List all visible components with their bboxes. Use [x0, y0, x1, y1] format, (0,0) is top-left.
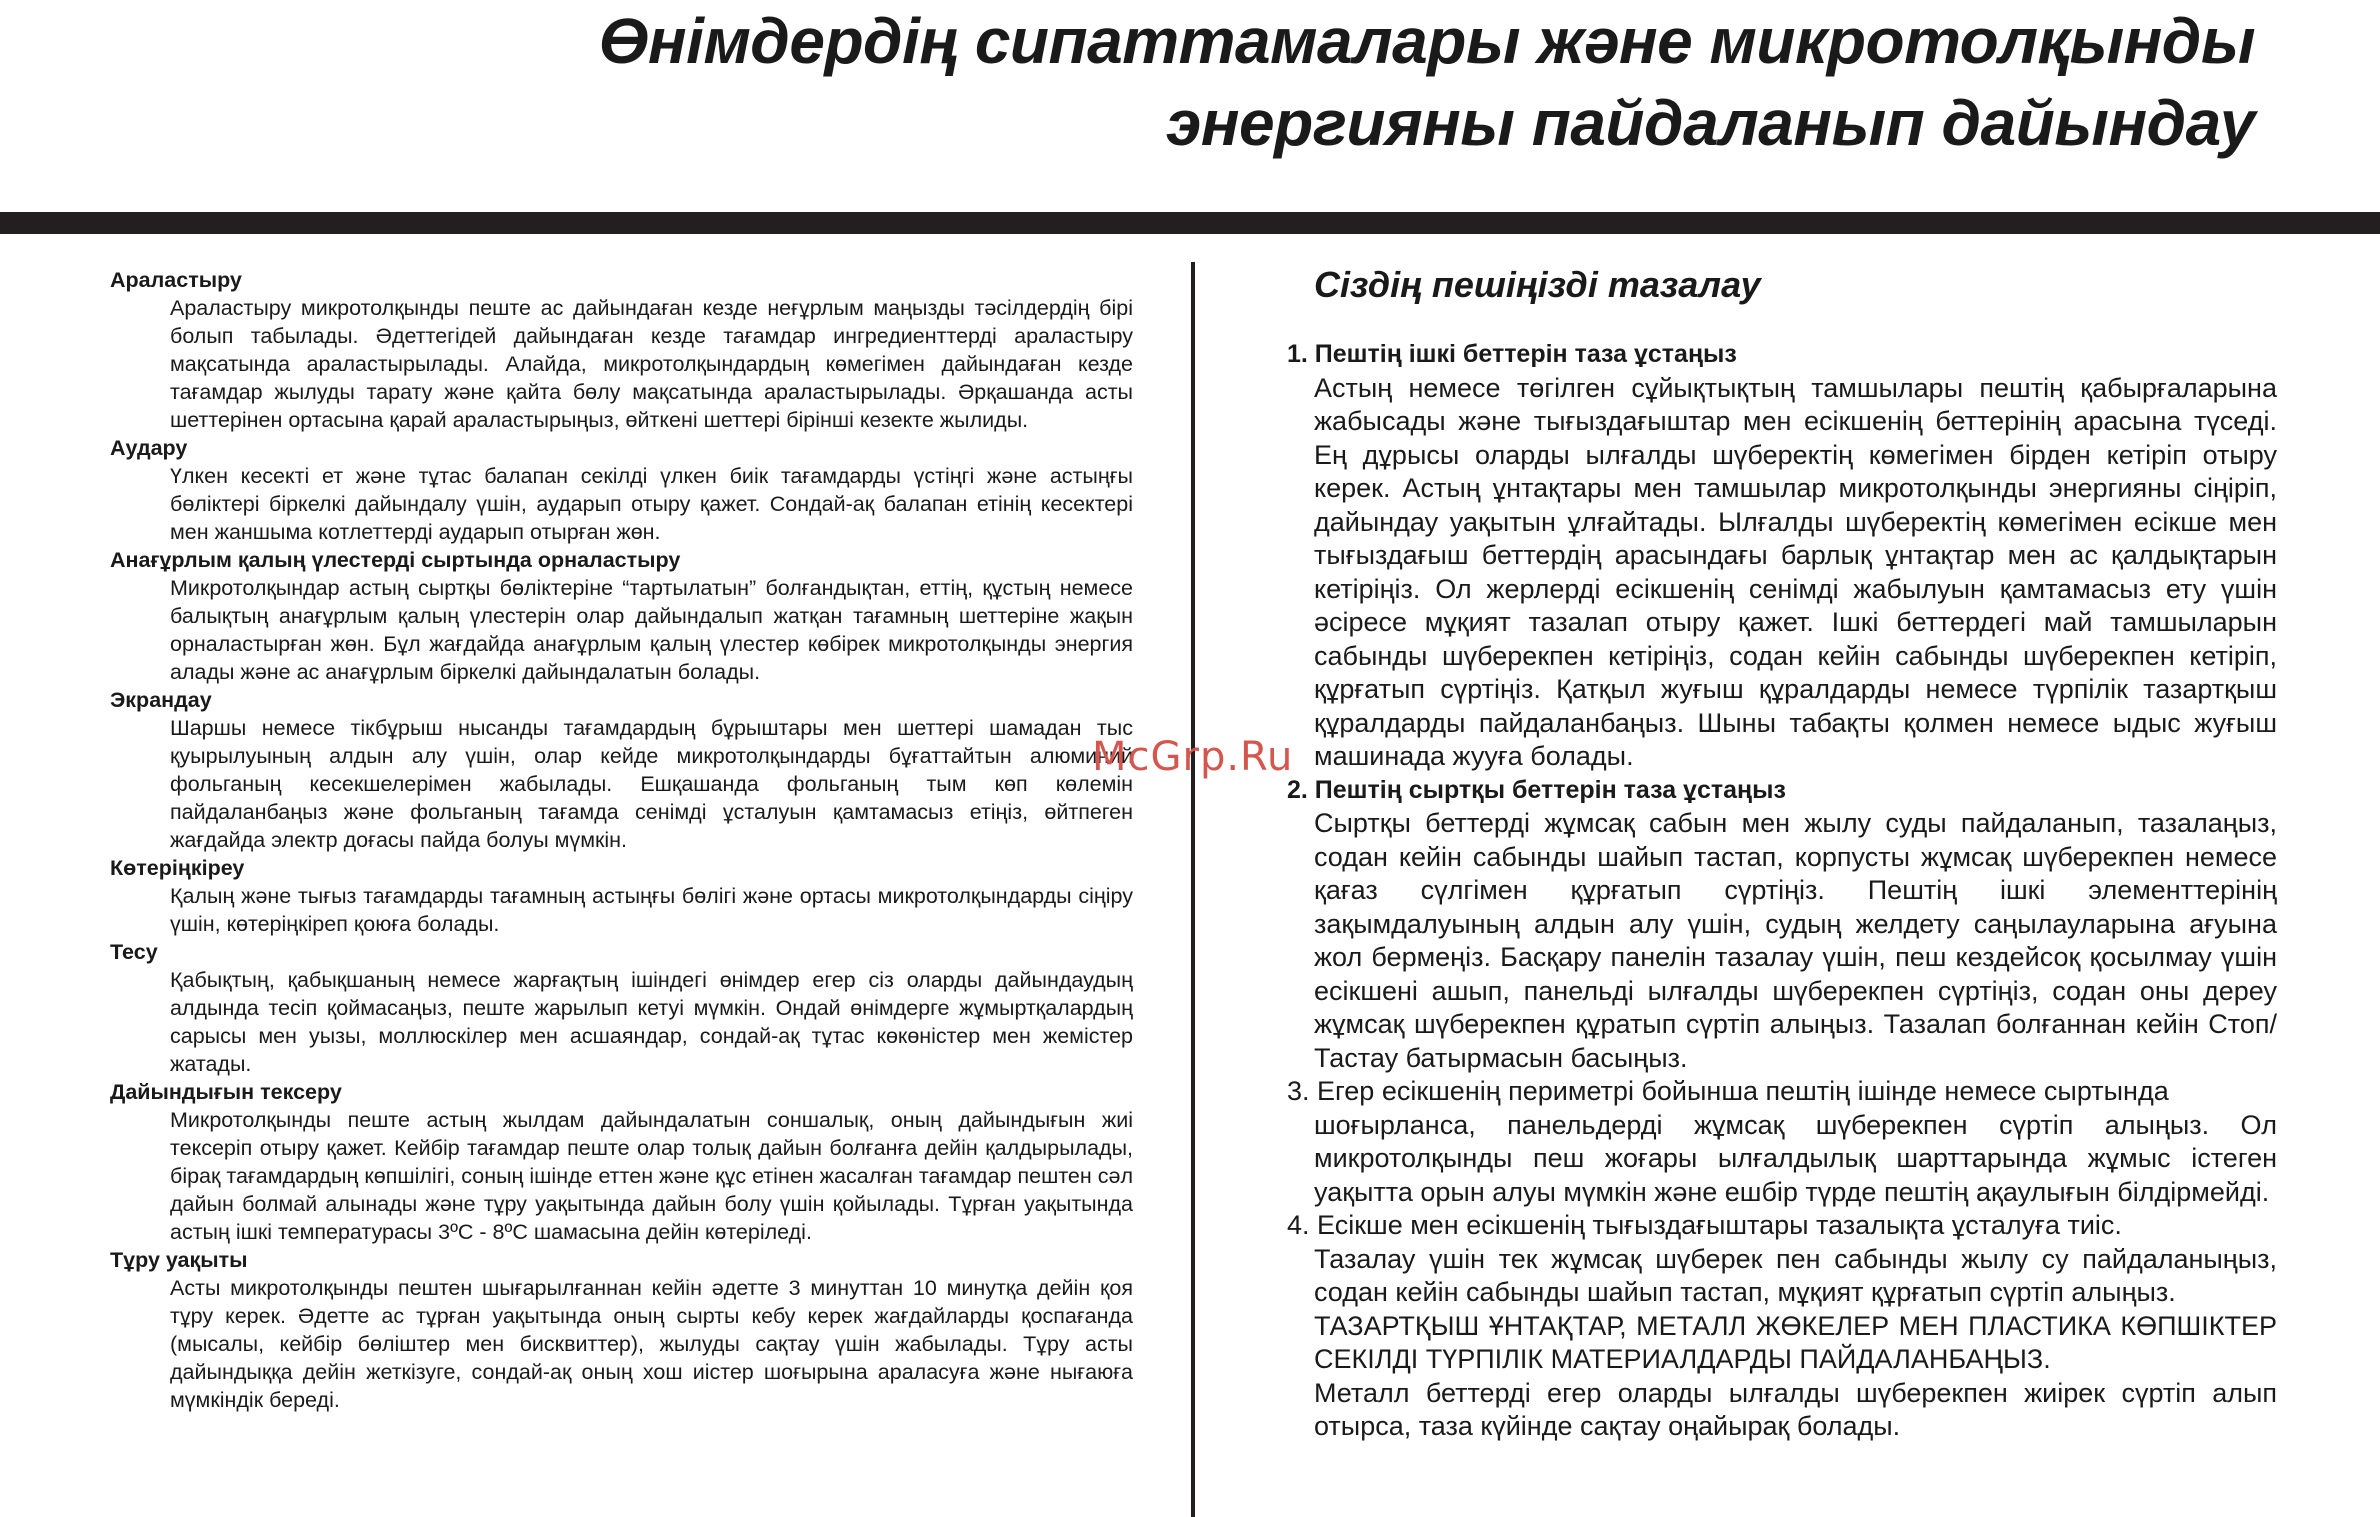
section-text-mixing: Араластыру микротолқынды пеште ас дайындаған кезде неғұрлым маңызды тәсілдердің бірі болып табылады. Әдеттегідей дайындаған кезде тағамдар ингредиенттерді араластыру мақсатында араластырылады. Алайда, микротолқындардың көмегімен дайындаған кезде тағамдар жылуды тарату және қайта бөлу мақсатында араластырылады. Әрқашанда асты шеттерінен ортасына қарай араластырыңыз, өйткені шеттері бірінші кезекте жылиды. [170, 296, 1133, 432]
section-text-arrangement: Микротолқындар астың сыртқы бөліктеріне “тартылатын” болғандықтан, еттің, құстың немесе балықтың анағұрлым қалың үлестерін олар дайындалып жатқан тағамның шеттеріне жақын орналастырған жөн. Бұл жағдайда анағұрлым қалың үлестер көбірек микротолқынды энергия алады және ас анағұрлым біркелкі дайындалатын болады. [170, 576, 1133, 684]
cleaning-item-2-text: Сыртқы беттерді жұмсақ сабын мен жылу суды пайдаланып, тазалаңыз, содан кейін сабынды шайып тастап, корпусты жұмсақ шүберекпен немесе қағаз сүлгімен құрғатып сүртіңіз. Пештің ішкі элементтерінің зақымдалуының алдын алу үшін, судың желдету саңылауларына ағуына жол бермеңіз. Басқару панелін тазалау үшін, пеш кездейсоқ қосылмау үшін есікшені ашып, панельді ылғалды шүберекпен сүртіңіз, содан оны дереу жұмсақ шүберекпен құратып сүртіп алыңыз. Тазалап болғаннан кейін Стоп/Тастау батырмасын басыңыз. [1314, 808, 2277, 1073]
section-heading-mixing: Араластыру [110, 268, 242, 292]
section-text-doneness: Микротолқынды пеште астың жылдам дайындалатын соншалық, оның дайындығын жиі тексеріп отыру қажет. Кейбір тағамдар пеште олар толық дайын болғанға дейін қалдырылады, бірақ тағамдардың көпшілігі, соның ішінде еттен және құс етінен жасалған тағамдар пештен сәл дайын болмай алынады және тұру уақытында дайын болу үшін қойылады. Тұрған уақытында астың ішкі температурасы 3ºС - 8ºС шамасына дейін көтеріледі. [170, 1108, 1133, 1244]
section-heading-arrangement: Анағұрлым қалың үлестерді сыртында орналастыру [110, 548, 681, 572]
column-divider [1191, 262, 1195, 1517]
cleaning-item-2-heading: 2. Пештің сыртқы беттерін таза ұстаңыз [1287, 775, 1786, 804]
section-text-turning: Үлкен кесекті ет және тұтас балапан секілді үлкен биік тағамдарды үстіңгі және астыңғы бөліктері біркелкі дайындалу үшін, аударып отыру қажет. Сондай-ақ балапан етінің кесектері мен жаншыма котлеттерді аударып отырған жөн. [170, 464, 1133, 544]
cleaning-item-1-text: Астың немесе төгілген сұйықтықтың тамшылары пештің қабырғаларына жабысады және тығыздағыштар мен есікшенің беттерінің арасына түседі. Ең дұрысы оларды ылғалды шүберектің көмегімен бірден кетіріп отыру керек. Астың ұнтақтары мен тамшылар микротолқынды энергияны сіңіріп, дайындау уақытын ұлғайтады. Ылғалды шүберектің көмегімен есікше мен тығыздағыш беттердің арасындағы барлық ұнтақтар мен ас қалдықтарын кетіріңіз. Ол жерлерді есікшенің сенімді жабылуын қамтамасыз ету үшін әсіресе мұқият тазалап отыру қажет. Ішкі беттердегі май тамшыларын сабынды шүберекпен кетіріңіз, содан кейін сабынды шүберекпен кетіріп, құрғатып сүртіңіз. Қатқыл жуғыш құралдарды немесе түрпілік тазартқыш құралдарды пайдаланбаңыз. Шыны табақты қолмен немесе ыдыс жуғыш машинада жууға болады. [1314, 372, 2277, 771]
section-text-standing-time: Асты микротолқынды пештен шығарылғаннан кейін әдетте 3 минуттан 10 минутқа дейін қоя тұру керек. Әдетте ас тұрған уақытында оның сырты кебу керек жағдайларды қоспағанда (мысалы, кейбір бөліштер мен бисквиттер), жылуды сақтау үшін жабылады. Тұру асты дайындыққа дейін жеткізуге, сондай-ақ оның хош иістер шоғырына араласуға және нығаюға мүмкіндік береді. [170, 1276, 1133, 1412]
section-heading-shielding: Экрандау [110, 688, 212, 712]
section-text-piercing: Қабықтың, қабықшаның немесе жарғақтың ішіндегі өнімдер егер сіз оларды дайындаудың алдында тесіп қоймасаңыз, пеште жарылып кетуі мүмкін. Ондай өнімдерге жұмыртқалардың сарысы мен уызы, моллюскілер мен асшаяндар, сондай-ақ тұтас көкөністер мен жемістер жатады. [170, 968, 1133, 1076]
cleaning-item-4-first-line: 4. Есікше мен есікшенің тығыздағыштары тазалықта ұсталуға тиіс. [1287, 1210, 2122, 1240]
section-heading-piercing: Тесу [110, 940, 158, 964]
header-bar [0, 212, 2380, 234]
cleaning-item-4-warning: ТАЗАРТҚЫШ ҰНТАҚТАР, МЕТАЛЛ ЖӨКЕЛЕР МЕН ПЛАСТИКА КӨПШІКТЕР СЕКІЛДІ ТҮРПІЛІК МАТЕРИАЛДАРДЫ ПАЙДАЛАНБАҢЫЗ. [1314, 1310, 2277, 1374]
section-text-elevating: Қалың және тығыз тағамдарды тағамның астыңғы бөлігі және ортасы микротолқындарды сіңіру үшін, көтеріңкіреп қоюға болады. [170, 884, 1133, 936]
left-column [110, 266, 1133, 1414]
cleaning-item-4-tail: Металл беттерді егер оларды ылғалды шүберекпен жиірек сүртіп алып отырса, таза күйінде сақтау оңайырақ болады. [1314, 1377, 2277, 1441]
cleaning-item-1-heading: 1. Пештің ішкі беттерін таза ұстаңыз [1287, 340, 1737, 368]
section-heading-turning: Аудару [110, 436, 188, 460]
cleaning-item-4-text: Тазалау үшін тек жұмсақ шүберек пен сабынды жылу су пайдаланыңыз, содан кейін сабынды шайып тастап, мұқият құрғатып сүртіп алыңыз. [1314, 1243, 2277, 1307]
watermark: McGrp.Ru [1092, 734, 1294, 780]
page-title-line-2: энергияны пайдаланып дайындау [1166, 87, 2255, 159]
page-title-line-1: Өнімдердің сипаттамалары және микротолқынды [598, 5, 2255, 77]
cleaning-item-3-first-line: 3. Егер есікшенің периметрі бойынша пештің ішінде немесе сыртында [1287, 1076, 2169, 1106]
section-heading-elevating: Көтеріңкіреу [110, 856, 245, 880]
page-title [599, 0, 2255, 164]
section-heading-doneness: Дайындығын тексеру [110, 1080, 342, 1104]
section-heading-standing-time: Тұру уақыты [110, 1248, 248, 1272]
cleaning-title: Сіздің пешіңізді тазалау [1314, 264, 1761, 305]
right-column [1287, 262, 2277, 1444]
cleaning-item-3-text: шоғырланса, панельдерді жұмсақ шүберекпен сүртіп алыңыз. Ол микротолқынды пеш жоғары ылғалдылық шарттарында жұмыс істеген уақытта орын алуы мүмкін және ешбір түрде пештің ақаулығын білдірмейді. [1314, 1109, 2277, 1207]
section-text-shielding: Шаршы немесе тікбұрыш нысанды тағамдардың бұрыштары мен шеттері шамадан тыс қуырылуының алдын алу үшін, олар кейде микротолқындарды бұғаттайтын алюминий фольганың кесекшелерімен жабылады. Ешқашанда фольганың тым көп көлемін пайдаланбаңыз және фольганың тағамда сенімді ұсталуын қамтамасыз етіңіз, өйтпеген жағдайда электр доғасы пайда болуы мүмкін. [170, 716, 1133, 852]
